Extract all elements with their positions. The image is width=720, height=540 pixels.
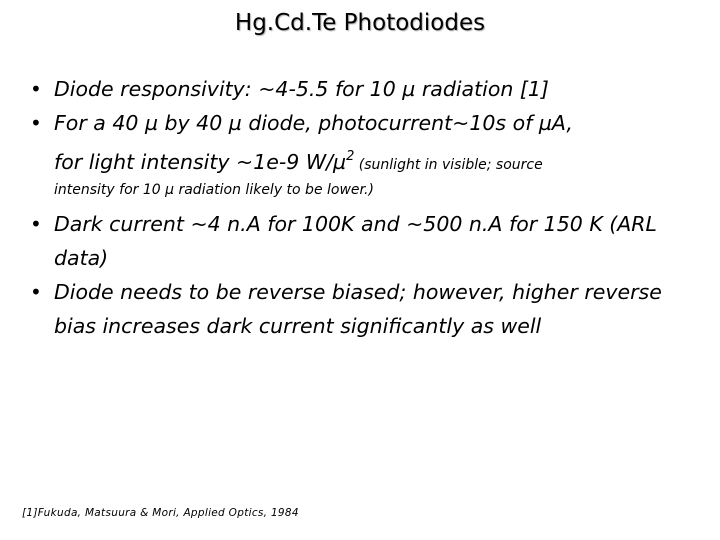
superscript-2: 2: [346, 149, 355, 164]
light-intensity-text: for light intensity ~1e-9 W/µ: [54, 150, 347, 174]
bullet-text: Diode needs to be reverse biased; however, higher reverse bias increases dark current significantly as well: [54, 280, 662, 338]
sunlight-note: (sunlight in visible; source: [354, 157, 543, 173]
bullet-dot: •: [30, 77, 42, 101]
bullet-text-line2: [54, 140, 710, 179]
bullet-dot: •: [30, 111, 42, 135]
bullet-dark-current: [30, 207, 710, 275]
footnote-reference: [1]Fukuda, Matsuura & Mori, Applied Optics, 1984: [22, 507, 299, 519]
slide-title: Hg.Cd.Te Photodiodes: [234, 10, 486, 36]
bullet-reverse-bias: [30, 275, 710, 343]
bullet-text-line1: For a 40 µ by 40 µ diode, photocurrent~10s of µA,: [54, 111, 573, 135]
intensity-note: intensity for 10 µ radiation likely to be lower.): [54, 182, 374, 198]
bullet-dot: •: [30, 212, 42, 236]
bullet-text: Dark current ~4 n.A for 100K and ~500 n.A for 150 K (ARL data): [54, 212, 657, 270]
bullet-text: Diode responsivity: ~4-5.5 for 10 µ radiation [1]: [54, 77, 549, 101]
bullet-list: [30, 72, 710, 343]
bullet-responsivity: [30, 72, 710, 106]
bullet-dot: •: [30, 280, 42, 304]
bullet-photocurrent: [30, 106, 710, 201]
